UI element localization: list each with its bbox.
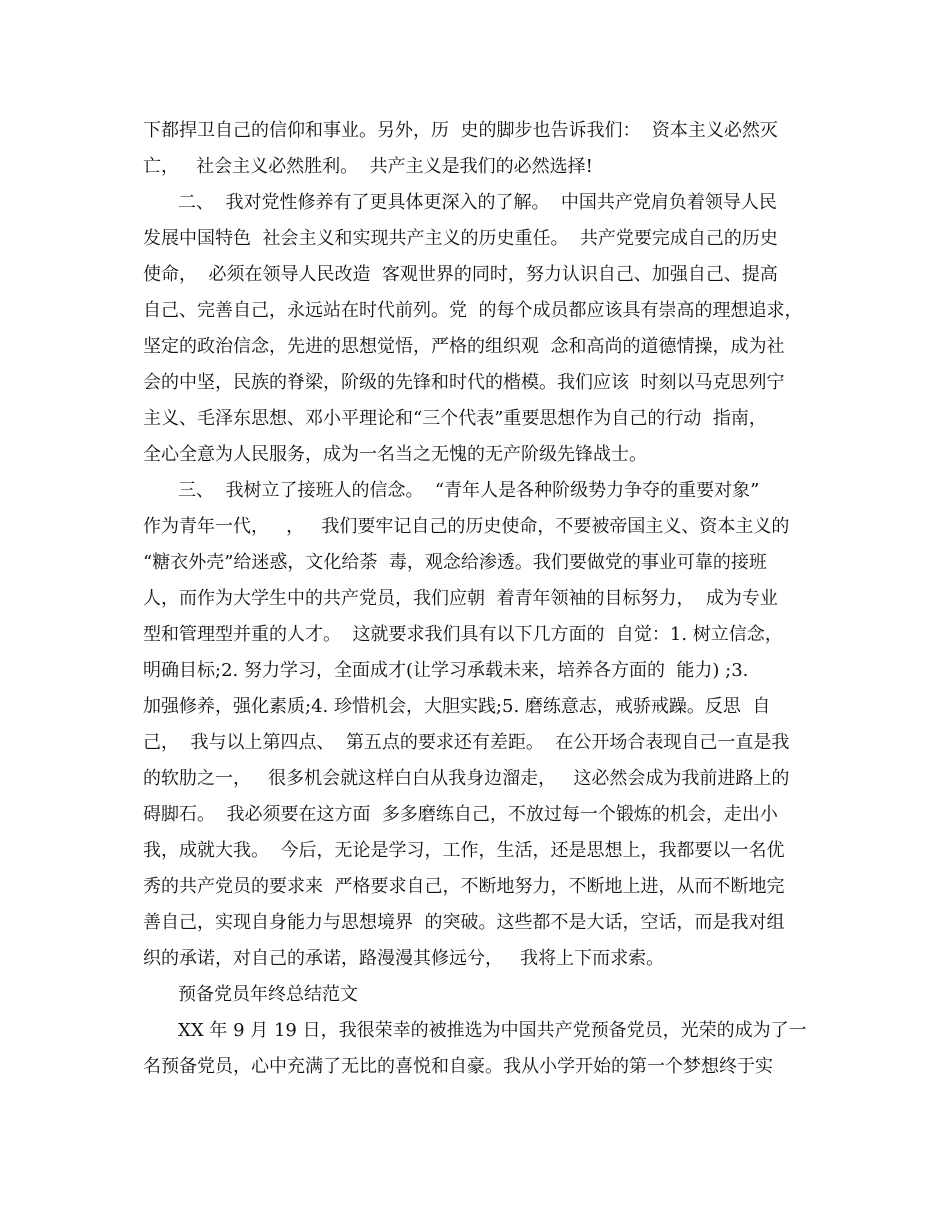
paragraph-line: XX 年 9 月 19 日，我很荣幸的被推选为中国共产党预备党员，光荣的成为了一 (178, 1020, 807, 1041)
paragraph-line: 主义、毛泽东思想、邓小平理论和“三个代表”重要思想作为自己的行动 指南， (143, 408, 767, 429)
paragraph-line: 己， 我与以上第四点、 第五点的要求还有差距。 在公开场合表现自己一直是我 (143, 732, 790, 753)
paragraph-line: 型和管理型并重的人才。 这就要求我们具有以下几方面的 自觉：1. 树立信念， (143, 624, 783, 645)
paragraph-line: 全心全意为人民服务，成为一名当之无愧的无产阶级先锋战士。 (143, 444, 647, 465)
section-title: 预备党员年终总结范文 (178, 984, 358, 1005)
paragraph-line: 作为青年一代， ， 我们要牢记自己的历史使命，不要被帝国主义、资本主义的 (143, 516, 790, 537)
paragraph-line: 善自己，实现自身能力与思想境界 的突破。这些都不是大话，空话，而是我对组 (143, 912, 785, 933)
paragraph-line: 坚定的政治信念，先进的思想觉悟，严格的组织观 念和高尚的道德情操，成为社 (143, 336, 785, 357)
paragraph-line: 发展中国特色 社会主义和实现共产主义的历史重任。 共产党要完成自己的历史 (143, 228, 778, 249)
paragraph-line: 自己、完善自己，永远站在时代前列。党 的每个成员都应该具有崇高的理想追求， (143, 300, 803, 321)
section-heading-two: 二、 我对党性修养有了更具体更深入的了解。 中国共产党肩负着领导人民 (178, 192, 777, 213)
paragraph-line: 会的中坚，民族的脊梁，阶级的先锋和时代的楷模。我们应该 时刻以马克思列宁 (143, 372, 785, 393)
paragraph-line: 明确目标;2. 努力学习，全面成才(让学习承载未来，培养各方面的 能力) ;3. (143, 660, 749, 681)
paragraph-line: “糖衣外壳”给迷惑，文化给荼 毒，观念给渗透。我们要做党的事业可靠的接班 (143, 552, 767, 573)
paragraph-line: 我，成就大我。 今后，无论是学习，工作，生活，还是思想上，我都要以一名优 (143, 840, 785, 861)
paragraph-line: 的软肋之一， 很多机会就这样白白从我身边溜走， 这必然会成为我前进路上的 (143, 768, 790, 789)
paragraph-line: 织的承诺，对自己的承诺，路漫漫其修远兮， 我将上下而求索。 (143, 948, 665, 969)
paragraph-line: 下都捍卫自己的信仰和事业。另外，历 史的脚步也告诉我们： 资本主义必然灭 (143, 120, 778, 141)
paragraph-line: 加强修养，强化素质;4. 珍惜机会，大胆实践;5. 磨练意志，戒骄戒躁。反思 自 (143, 696, 771, 717)
paragraph-line: 名预备党员，心中充满了无比的喜悦和自豪。我从小学开始的第一个梦想终于实 (143, 1056, 773, 1077)
paragraph-line: 人，而作为大学生中的共产党员，我们应朝 着青年领袖的目标努力， 成为专业 (143, 588, 778, 609)
paragraph-line: 亡， 社会主义必然胜利。 共产主义是我们的必然选择! (143, 156, 593, 177)
paragraph-line: 秀的共产党员的要求来 严格要求自己，不断地努力，不断地上进，从而不断地完 (143, 876, 785, 897)
section-heading-three: 三、 我树立了接班人的信念。 “青年人是各种阶级势力争夺的重要对象” (178, 480, 760, 501)
paragraph-line: 碍脚石。 我必须要在这方面 多多磨练自己，不放过每一个锻炼的机会，走出小 (143, 804, 778, 825)
paragraph-line: 使命， 必须在领导人民改造 客观世界的同时，努力认识自己、加强自己、提高 (143, 264, 778, 285)
